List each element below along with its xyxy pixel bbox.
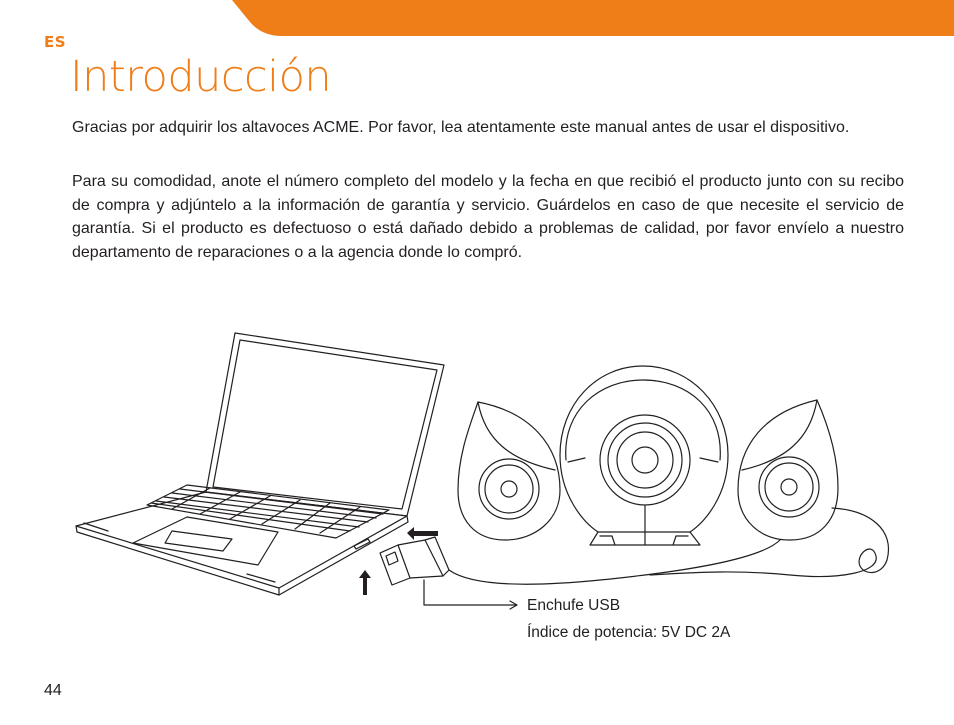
right-speaker-illustration — [738, 400, 838, 540]
header-band — [0, 0, 954, 40]
left-speaker-illustration — [458, 402, 560, 540]
page-number: 44 — [44, 682, 62, 699]
usb-plug-illustration — [380, 537, 780, 585]
subwoofer-illustration — [560, 366, 728, 545]
language-code: ES — [44, 33, 67, 51]
setup-illustration — [70, 325, 910, 615]
intro-paragraph: Gracias por adquirir los altavoces ACME. Por favor, lea atentamente este manual antes de usar el dispositivo. — [72, 119, 850, 136]
page-title: Introducción — [70, 52, 332, 102]
power-rating-label: Índice de potencia: 5V DC 2A — [527, 624, 731, 641]
speaker-cable — [650, 508, 888, 576]
warranty-paragraph: Para su comodidad, anote el número completo del modelo y la fecha en que recibió el producto junto con su recibo de compra y adjúntelo a la información de garantía y servicio. Guárdelos en caso de que necesite el servicio de garantía. Si el producto es defectuoso o está dañado debido a problemas de calidad, por favor envíelo a nuestro departamento de reparaciones o a la agencia donde lo compró. — [72, 173, 904, 261]
usb-plug-label: Enchufe USB — [527, 597, 621, 614]
